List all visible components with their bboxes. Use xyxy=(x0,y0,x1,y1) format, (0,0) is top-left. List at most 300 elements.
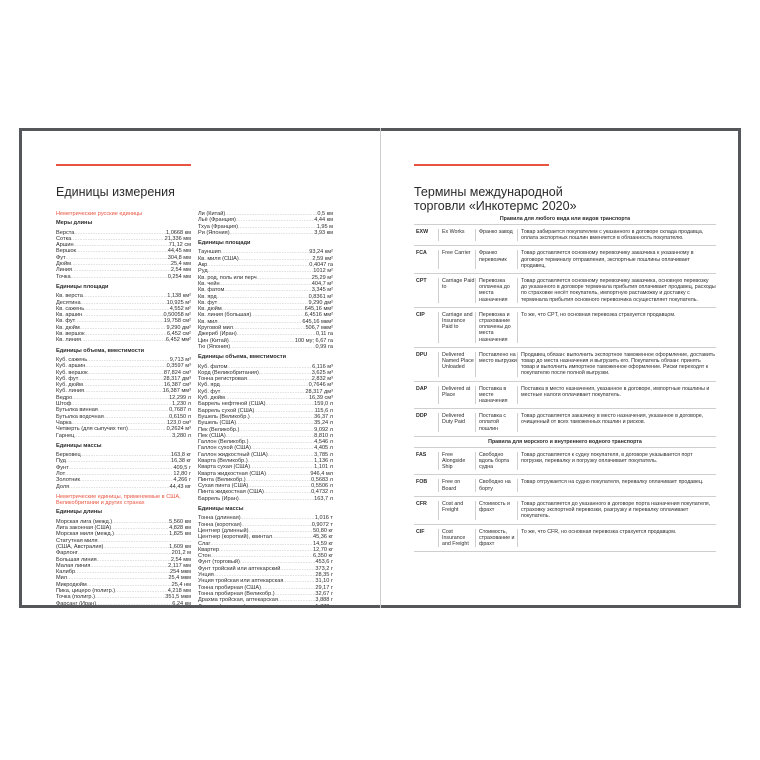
unit-name: Точка xyxy=(56,273,71,280)
units-column-2 xyxy=(198,211,333,605)
unit-name: Берковец xyxy=(56,452,81,459)
unit-name: Галлон сухой (США) xyxy=(198,445,251,452)
unit-name: Кв. вершок xyxy=(56,331,85,338)
units-section xyxy=(198,240,333,350)
term-row xyxy=(414,382,716,410)
term-code: CFR xyxy=(416,500,427,507)
unit-value: 3,93 км xyxy=(314,229,333,236)
term-row xyxy=(414,409,716,437)
unit-name: Пуд xyxy=(56,458,66,465)
unit-name: Золотник xyxy=(56,477,80,484)
dot-leader xyxy=(239,496,314,502)
unit-value: 16,387 мм³ xyxy=(162,388,191,395)
unit-value: 4,44 км xyxy=(314,217,333,224)
term-code: FAS xyxy=(416,451,427,458)
table-band-any-transport: Правила для любого вида или видов транспорта xyxy=(414,214,716,225)
unit-name: Ри (Япония) xyxy=(198,229,230,236)
term-russian: Свободно на борту xyxy=(475,479,517,491)
unit-value: 16,39 см³ xyxy=(308,395,333,402)
unit-name: Большая линия xyxy=(56,556,97,563)
term-russian: Перевозка оплачена до места назначения xyxy=(475,278,517,303)
unit-row xyxy=(56,274,191,280)
unit-name: Доля xyxy=(56,483,70,490)
unit-name: Тонна (короткая) xyxy=(198,521,242,528)
unit-name: Кв. сажень xyxy=(56,305,85,312)
unit-value: 6,4516 мм² xyxy=(304,312,333,319)
term-english: Delivered Duty Paid xyxy=(438,413,475,432)
term-description: Товар доставляется основному перевозчику заказчика к указанному в договоре терминалу отправления, экспортные пошлины оплачивает продавец. xyxy=(517,250,716,269)
unit-name: Фунт (торговый) xyxy=(198,559,240,566)
unit-value: 0,5506 л xyxy=(311,483,333,490)
unit-value: 87,824 см³ xyxy=(163,369,191,376)
term-code: EXW xyxy=(416,229,429,235)
unit-value: 3,345 м² xyxy=(311,287,333,294)
unit-name: Унция тройская или аптекарская xyxy=(198,578,284,585)
unit-name: Кварта жидкостная (США) xyxy=(198,470,266,477)
section-heading: Меры длины xyxy=(56,220,93,227)
unit-name: Руд xyxy=(198,268,208,275)
unit-value: 304,8 мм xyxy=(167,254,191,261)
unit-value: 0,99 га xyxy=(315,343,333,350)
term-code: DAP xyxy=(416,385,428,392)
unit-value: 32,67 г xyxy=(315,590,333,597)
unit-name: Четверть (для сыпучих тел) xyxy=(56,426,128,433)
unit-name: Кварта сухая (США) xyxy=(198,464,251,471)
unit-value: 14,59 кг xyxy=(312,540,333,547)
section-heading: Единицы длины xyxy=(56,509,103,516)
units-section xyxy=(56,284,191,344)
term-row xyxy=(414,448,716,476)
unit-name: Калибр xyxy=(56,569,76,576)
unit-name: Чарка xyxy=(56,419,72,426)
term-description: То же, что CFR, но основная перевозка страхуется продавцом. xyxy=(517,529,716,548)
section-heading: Единицы объема, вместимости xyxy=(198,354,287,361)
unit-name: Кв. дюйм xyxy=(56,324,80,331)
unit-value: 19,758 см² xyxy=(163,318,191,325)
unit-name: Тонна пробирная (Великобр.) xyxy=(198,590,275,597)
section-category-heading: Неметрические единицы, применяемые в США, Великобритании и других странах xyxy=(56,493,181,507)
unit-name: Куб. фут xyxy=(56,375,79,382)
unit-value: 6,116 м³ xyxy=(312,363,333,370)
unit-name: Бутылка винная xyxy=(56,407,98,414)
term-description: Товар доставляется до указанного в договоре порта назначения покупателя, страховку экспортной перевозки, разгрузку и перевалку оплачивает покупатель. xyxy=(517,501,716,520)
section-heading: Единицы массы xyxy=(198,506,244,513)
unit-name: Морская лига (межд.) xyxy=(56,518,113,525)
unit-name: Морская миля (межд.) xyxy=(56,531,115,538)
unit-value: 254 мкм xyxy=(169,569,191,576)
unit-value: 29,17 г xyxy=(315,584,333,591)
term-row xyxy=(414,497,716,525)
unit-value: 12,299 л xyxy=(169,394,191,401)
left-page xyxy=(22,131,380,605)
unit-name: Куб. линия xyxy=(56,388,85,395)
unit-name: Центнер (длинный) xyxy=(198,527,249,534)
dot-leader xyxy=(230,344,315,350)
table-band-sea-transport: Правила для морского и внутреннего водного транспорта xyxy=(414,437,716,448)
dot-leader xyxy=(74,433,172,439)
unit-value: 0,4732 л xyxy=(311,489,333,496)
unit-value: 404,7 м² xyxy=(311,280,333,287)
term-row xyxy=(414,308,716,348)
unit-value: 201,2 м xyxy=(171,550,191,557)
right-page xyxy=(381,131,738,605)
term-english: Free Carrier xyxy=(438,250,475,269)
term-description: Товар доставляется заказчику в место назначения, указанное в договоре, очищенный от всех таможенных пошлин и рисков. xyxy=(517,413,716,432)
unit-value: 3,785 л xyxy=(314,451,333,458)
unit-name: Фарсанг (Иран) xyxy=(56,600,97,605)
incoterms-table xyxy=(414,214,716,552)
unit-name: Баррель нефтяной (США) xyxy=(198,401,266,408)
unit-name xyxy=(198,604,246,605)
unit-name: Лига законная (США) xyxy=(56,525,112,532)
unit-name: Кв. дюйм xyxy=(198,306,222,313)
term-row xyxy=(414,475,716,496)
unit-name: Фут xyxy=(56,254,66,261)
unit-name: Кв. линия xyxy=(56,337,81,344)
unit-value: 0,11 га xyxy=(315,331,333,338)
unit-name: Кв. род, поль или перч xyxy=(198,274,257,281)
unit-value: 0,7646 м³ xyxy=(308,382,333,389)
unit-value: 163,7 л xyxy=(314,495,333,502)
unit-name: Тонна (длинная) xyxy=(198,515,241,522)
unit-name: Квартер xyxy=(198,546,219,553)
unit-value: 2,117 мм xyxy=(168,562,191,569)
unit-value: 16,38 кг xyxy=(170,458,191,465)
unit-row xyxy=(198,604,333,605)
unit-value: 4,218 мм xyxy=(167,588,191,595)
unit-value: 6,24 км xyxy=(172,600,191,605)
unit-value: 36,37 л xyxy=(314,413,333,420)
unit-name: Лот xyxy=(56,470,66,477)
unit-name: Кв. мил xyxy=(198,318,218,325)
unit-value: 71,12 см xyxy=(168,242,191,249)
unit-name: Тю (Япония) xyxy=(198,343,231,350)
unit-name: Акр xyxy=(198,262,208,269)
unit-value: 93,24 км² xyxy=(309,249,333,256)
unit-value: 21,336 мм xyxy=(164,235,191,242)
unit-name: Верста xyxy=(56,229,75,236)
term-russian: Поставка в месте назначения xyxy=(475,386,517,405)
term-english: Delivered at Place xyxy=(438,386,475,405)
unit-value: 25,29 м² xyxy=(311,274,333,281)
unit-value: 8,810 л xyxy=(314,432,333,439)
unit-name: Штоф xyxy=(56,401,72,408)
unit-value: 123,0 см³ xyxy=(166,419,191,426)
unit-value: 1,101 л xyxy=(314,464,333,471)
term-russian: Свободно вдоль борта судна xyxy=(475,452,517,471)
unit-name: Куб. фатом xyxy=(198,363,228,370)
term-description: Товар доставляется к судну покупателя, в договоре указывается порт погрузки, перевалку и погрузку оплачивает покупатель. xyxy=(517,452,716,471)
term-description: Поставка в место назначения, указанное в договоре, импортные пошлины и местные налоги оплачивает покупатель. xyxy=(517,386,716,405)
unit-name: Льё (Франция) xyxy=(198,217,236,224)
unit-name: Фунт тройский или аптекарский xyxy=(198,565,281,572)
unit-row xyxy=(198,496,333,502)
units-column-1 xyxy=(56,211,191,605)
units-section xyxy=(198,211,333,236)
unit-value: 1,825 км xyxy=(169,531,191,538)
term-english: Free on Board xyxy=(438,479,475,491)
unit-value: 0,9072 т xyxy=(311,521,333,528)
unit-name: Центнер (короткий), квинтал xyxy=(198,534,273,541)
section-category-heading: Неметрические русские единицы xyxy=(56,211,143,217)
unit-value: 0,6150 л xyxy=(169,413,191,420)
unit-value: 4,828 км xyxy=(169,525,191,532)
units-section xyxy=(56,443,191,490)
unit-value: 44,45 мм xyxy=(167,248,191,255)
term-row xyxy=(414,225,716,246)
unit-name: Микродюйм xyxy=(56,581,87,588)
unit-name: Малая линия xyxy=(56,562,91,569)
unit-value: 6,452 мм² xyxy=(165,337,191,344)
units-section xyxy=(198,506,333,605)
unit-name: Кв. фатом xyxy=(198,287,225,294)
table-group-sea-transport xyxy=(414,448,716,552)
unit-value: 1012 м² xyxy=(313,268,333,275)
unit-name: Бушель (США) xyxy=(198,420,237,427)
dot-leader xyxy=(69,484,169,490)
term-description: Товар доставляется основному перевозчику заказчика, основную перевозку до указанного в договоре терминала прибытия оплачивает продавец, расходы по страховке несёт покупатель, импортную растаможку и доставку с терминала прибытия основного перевозчика осуществляет покупатель. xyxy=(517,278,716,303)
section-heading: Единицы массы xyxy=(56,442,102,449)
unit-name: Куб. дюйм xyxy=(56,382,83,389)
unit-value: 645,16 мкм² xyxy=(302,318,333,325)
unit-name: Тауншип xyxy=(198,249,221,256)
unit-name: Пинта (Великобр.) xyxy=(198,476,246,483)
unit-name: Драхма тройская, аптекарская xyxy=(198,597,278,604)
unit-value: 163,8 кг xyxy=(170,452,191,459)
accent-line xyxy=(56,164,191,166)
units-section xyxy=(198,354,333,502)
unit-value: 0,50058 м² xyxy=(163,312,191,319)
unit-row xyxy=(198,344,333,350)
unit-value: 31,10 г xyxy=(315,578,333,585)
term-english: Delivered Named Place Unloaded xyxy=(438,352,475,377)
unit-name: Десятина xyxy=(56,299,81,306)
dot-leader xyxy=(71,274,168,280)
unit-name: Кв. миля (США) xyxy=(198,255,239,262)
unit-value: 100 му; 6,67 га xyxy=(294,337,333,344)
unit-value: 506,7 мкм² xyxy=(305,325,333,332)
unit-name: Галлон жидкостный (США) xyxy=(198,451,268,458)
unit-row xyxy=(198,230,333,236)
unit-name: Фунт xyxy=(56,464,69,471)
term-row xyxy=(414,348,716,382)
term-russian: Франко завод xyxy=(475,229,517,241)
unit-value: 0,254 мм xyxy=(167,273,191,280)
unit-value: 2,59 км² xyxy=(312,255,333,262)
unit-name: Пек (Великобр.) xyxy=(198,426,240,433)
term-english: Ex Works xyxy=(438,229,475,241)
term-code: CIF xyxy=(416,528,425,535)
section-heading: Единицы площади xyxy=(198,240,251,247)
unit-row xyxy=(56,433,191,439)
unit-name: Ли (Китай) xyxy=(198,211,226,217)
dot-leader xyxy=(246,604,316,605)
page-title: Единицы измерения xyxy=(56,185,175,199)
unit-value: 1,230 л xyxy=(172,401,191,408)
unit-name: Тонна регистровая xyxy=(198,376,247,383)
term-code: FCA xyxy=(416,250,427,257)
term-code: FOB xyxy=(416,479,428,486)
unit-value: 0,5 км xyxy=(317,211,333,217)
unit-name: Кварта (Великобр.) xyxy=(198,457,248,464)
unit-name: Корд (Великобритания) xyxy=(198,369,259,376)
unit-value: 2,54 мм xyxy=(170,267,191,274)
unit-value: 12,70 кг xyxy=(312,546,333,553)
unit-value: 5,560 км xyxy=(169,518,191,525)
unit-value: 12,80 г xyxy=(173,470,191,477)
term-english: Cost and Freight xyxy=(438,501,475,520)
unit-value: 35,24 л xyxy=(314,420,333,427)
term-russian: Стоимость и фрахт xyxy=(475,501,517,520)
unit-value: 45,36 кг xyxy=(312,534,333,541)
unit-name: Аршин xyxy=(56,242,74,249)
unit-name: Статутная миля xyxy=(56,537,98,544)
unit-value: 28,317 дм³ xyxy=(305,388,333,395)
term-russian: Стоимость, страхование и фрахт xyxy=(475,529,517,548)
term-english: Carriage and Insurance Paid to xyxy=(438,312,475,343)
unit-value: 3,888 г xyxy=(315,597,333,604)
units-section xyxy=(56,494,191,605)
unit-value: 28,35 г xyxy=(315,572,333,579)
unit-value: 946,4 мл xyxy=(310,470,333,477)
unit-value: 9,290 дм² xyxy=(166,324,191,331)
unit-name: Круговой мил xyxy=(198,325,234,332)
unit-name: Куб. вершок xyxy=(56,369,88,376)
unit-name: Куб. аршин xyxy=(56,363,86,370)
unit-value: 3,625 м³ xyxy=(311,369,333,376)
unit-name: Кв. ярд xyxy=(198,293,217,300)
unit-name: (США, Австралия) xyxy=(56,543,104,550)
unit-value: 2,832 м³ xyxy=(311,376,333,383)
unit-name: Кв. чейн xyxy=(198,280,220,287)
term-code: DDP xyxy=(416,413,428,420)
unit-name: Кв. фут xyxy=(198,299,218,306)
term-description: Продавец обязан: выполнить экспортное таможенное оформление, доставить товар до места назначения и выгрузить его. Покупатель обязан: принять товар и выполнить импортное таможенное оформление. Риски переходят к покупателю после полной выгрузки. xyxy=(517,352,716,377)
unit-value xyxy=(315,604,333,605)
unit-name: Слаг xyxy=(198,540,211,547)
unit-row xyxy=(56,337,191,343)
unit-value: 9,092 л xyxy=(314,426,333,433)
unit-value: 4,266 г xyxy=(173,477,191,484)
unit-name: Куб. фут xyxy=(198,388,221,395)
units-section xyxy=(56,348,191,439)
units-section xyxy=(56,211,191,280)
unit-value: 0,8361 м² xyxy=(308,293,333,300)
unit-name: Цин (Китай) xyxy=(198,337,229,344)
unit-value: 409,5 г xyxy=(173,464,191,471)
unit-value: 4,552 м² xyxy=(169,305,191,312)
unit-name: Пинта жидкостная (США) xyxy=(198,489,264,496)
unit-name: Бушель (Великобр.) xyxy=(198,413,250,420)
unit-value: 28,317 дм³ xyxy=(163,375,191,382)
unit-value: 0,3597 м³ xyxy=(166,363,191,370)
unit-name: Унция xyxy=(198,572,214,579)
unit-value: 645,16 мм² xyxy=(304,306,333,313)
unit-value: 1,609 км xyxy=(169,543,191,550)
unit-value: 50,80 кг xyxy=(312,527,333,534)
unit-name: Джериб (Иран) xyxy=(198,331,237,338)
term-english: Cost Insurance and Freight xyxy=(438,529,475,548)
unit-name: Стон xyxy=(198,553,211,560)
unit-row xyxy=(56,601,191,605)
unit-value: 16,387 см³ xyxy=(163,382,191,389)
page-title: Термины международной торговли «Инкотермс 2020» xyxy=(414,185,577,213)
dot-leader xyxy=(96,601,172,605)
term-english: Carriage Paid to xyxy=(438,278,475,303)
unit-name: Куб. сажень xyxy=(56,356,88,363)
unit-value: 373,2 г xyxy=(315,565,333,572)
accent-line xyxy=(414,164,549,166)
term-russian: Поставка с оплатой пошлин xyxy=(475,413,517,432)
unit-name: Баррель (Иран) xyxy=(198,495,239,502)
term-description: Товар забирается покупателем с указанного в договоре склада продавца, оплата экспортных пошлин вменяется в обязанность покупателю. xyxy=(517,229,716,241)
unit-value: 10,925 м² xyxy=(166,299,191,306)
unit-name: Вершок xyxy=(56,248,76,255)
unit-name: Кв. аршин xyxy=(56,312,83,319)
section-heading: Единицы площади xyxy=(56,283,109,290)
unit-value: 9,290 дм² xyxy=(308,299,333,306)
unit-value: 1,138 км² xyxy=(167,293,191,300)
unit-name: Куб. дюйм xyxy=(198,395,225,402)
unit-name: Кв. фут xyxy=(56,318,76,325)
unit-name: Галлон (Великобр.) xyxy=(198,439,249,446)
book-spread xyxy=(19,128,741,608)
unit-value: 6,350 кг xyxy=(312,553,333,560)
unit-value: 1,0668 км xyxy=(166,229,191,236)
term-row xyxy=(414,525,716,553)
unit-name: Гарнец xyxy=(56,432,75,439)
unit-value: 4,405 л xyxy=(314,445,333,452)
unit-value: 4,546 л xyxy=(314,439,333,446)
term-russian: Поставлено на место выгрузки xyxy=(475,352,517,377)
dot-leader xyxy=(230,230,315,236)
unit-value: 25,4 мкм xyxy=(168,575,191,582)
unit-value: 453,6 г xyxy=(315,559,333,566)
unit-name: Сухая пинта (США) xyxy=(198,483,249,490)
unit-value: 3,280 л xyxy=(172,432,191,439)
unit-value: 2,54 мм xyxy=(170,556,191,563)
unit-name: Куб. ярд xyxy=(198,382,220,389)
dot-leader xyxy=(81,337,166,343)
unit-name: Баррель сухой (США) xyxy=(198,407,255,414)
unit-name: Тонна пробирная (США) xyxy=(198,584,262,591)
unit-name: Сотка xyxy=(56,235,72,242)
term-russian: Перевозка и страхование оплачены до места назначения xyxy=(475,312,517,343)
unit-name: Фарлонг xyxy=(56,550,78,557)
unit-value: 6,452 см² xyxy=(166,331,191,338)
unit-value: 1,136 л xyxy=(314,457,333,464)
unit-row xyxy=(56,484,191,490)
unit-value: 351,5 мкм xyxy=(165,594,191,601)
unit-name: Пек (США) xyxy=(198,432,226,439)
unit-value: 44,43 мг xyxy=(169,483,191,490)
section-heading: Единицы объема, вместимости xyxy=(56,347,145,354)
term-row xyxy=(414,246,716,274)
term-description: Товар отгружается на судно покупателя, перевалку оплачивает продавец. xyxy=(517,479,716,491)
unit-value: 9,713 м³ xyxy=(169,356,191,363)
term-code: CIP xyxy=(416,311,425,318)
term-description: То же, что CPT, но основная перевозка страхуется продавцом. xyxy=(517,312,716,343)
unit-value: 0,7687 л xyxy=(169,407,191,414)
unit-name: Дюйм xyxy=(56,261,71,268)
unit-name: Тхуа (Франция) xyxy=(198,223,239,230)
unit-value: 1,95 м xyxy=(316,223,333,230)
unit-name: Линия xyxy=(56,267,73,274)
term-english: Free Alongside Ship xyxy=(438,452,475,471)
unit-name: Мил xyxy=(56,575,68,582)
unit-value: 1,016 т xyxy=(314,515,333,522)
unit-value: 0,5683 л xyxy=(311,476,333,483)
